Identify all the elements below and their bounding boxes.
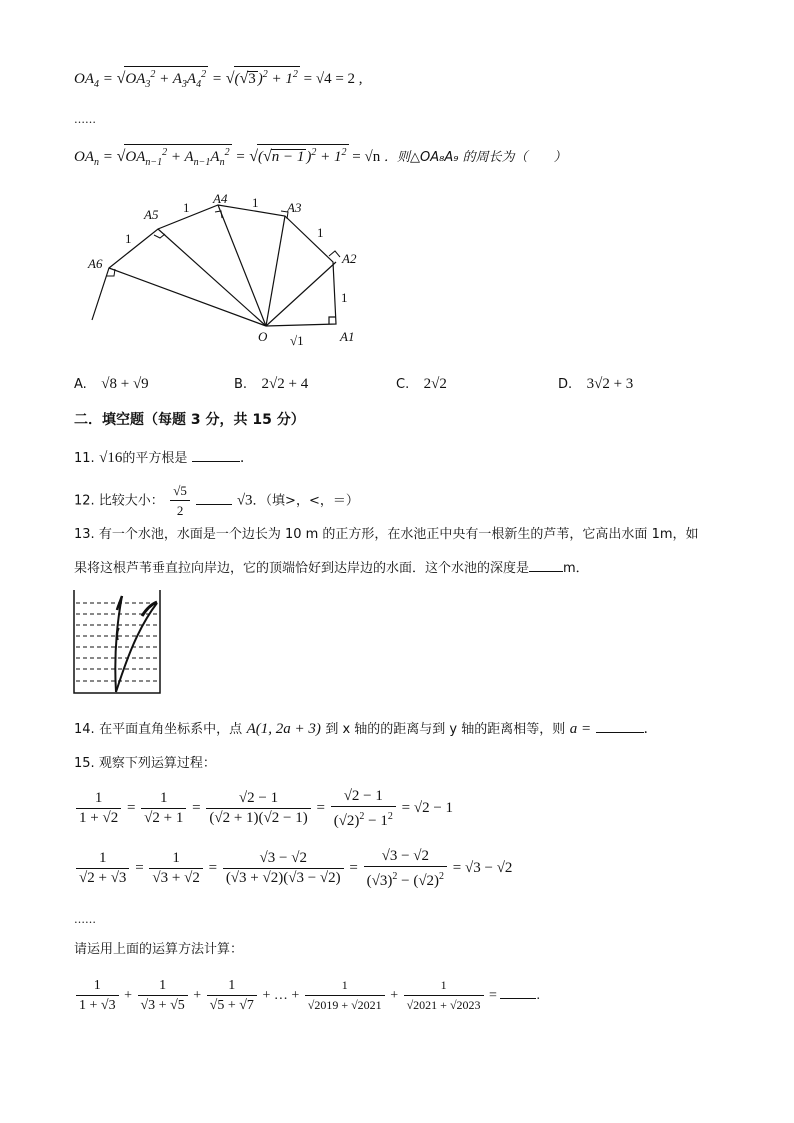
side-label-a4a5: 1 <box>183 200 190 215</box>
fraction-sqrt5-over-2: $\frac{√5}{2}$ <box>170 482 190 519</box>
label-a4: A4 <box>213 191 228 206</box>
oa4-result: = √4 = 2 , <box>303 71 363 87</box>
ray-oa2 <box>266 262 336 326</box>
side-label-a3a4: 1 <box>252 195 259 210</box>
side-label-a2a3: 1 <box>317 225 324 240</box>
option-a[interactable]: A. √8 + √9 <box>74 376 149 392</box>
ellipsis-2: …… <box>74 913 96 926</box>
answer-blank-15[interactable] <box>500 984 536 999</box>
reed-bent <box>116 603 157 692</box>
ray-oa6 <box>109 268 266 326</box>
question-14: 14. 在平面直角坐标系中，点 A(1, 2a + 3) 到 x 轴的的距离与到 y 轴的距离相等，则 a = . <box>74 718 648 740</box>
oan-result: = √n <box>352 149 381 165</box>
equation-1: $\frac{1}{1 + √2}$ = $\frac{1}{√2 + 1}$ = $\frac{√2 - 1}{(√2 + 1)(√2 - 1)}$ = $\frac{√2 - 1}{(√2)^2 - 1^2}$ = √2 − 1 <box>74 786 453 830</box>
answer-blank-13[interactable] <box>529 557 563 572</box>
label-a1: A1 <box>340 329 355 344</box>
answer-blank-14[interactable] <box>596 718 644 733</box>
right-angle-a4 <box>215 211 222 218</box>
sum-expression: $\frac{1}{1 + √3}$ + $\frac{1}{√3 + √5}$ + $\frac{1}{√5 + √7}$ + … + $\frac{1}{√2019 + √2021}$ + $\frac{1}{√2021 + √2023}$ = . <box>74 974 540 1018</box>
formula-oan: $OA_n = √OA_{n-1}^2 + A_{n-1}A_n^2 = √(√n - 1$ )$^2 + 1^2 = √n$ ．则△OA₈A₉ 的周长为（ ） <box>74 144 567 173</box>
formula-oa4: $OA_4 = √OA_3^2 + A_3A_4^2 = √(√3$ )$^2 + 1^2 = √4 = 2$ , <box>74 66 363 95</box>
right-angle-a2 <box>329 251 340 257</box>
pond-figure <box>72 588 162 696</box>
side-label-a1a2: 1 <box>341 290 348 305</box>
ray-oa5 <box>158 229 266 326</box>
ray-oa4 <box>218 205 266 326</box>
equation-2: $\frac{1}{√2 + √3}$ = $\frac{1}{√3 + √2}$ = $\frac{√3 - √2}{(√3 + √2)(√3 - √2)}$ = $\frac{√3 - √2}{(√3)^2 - (√2)^2}$ = √3 − √2 <box>74 846 512 890</box>
section-title: 二．填空题（每题 3 分，共 15 分） <box>74 412 305 428</box>
question-13-line1: 13. 有一个水池，水面是一个边长为 10 m 的正方形，在水池正中央有一根新生的芦苇，它高出水面 1m，如 <box>74 527 699 542</box>
label-a3: A3 <box>287 200 302 215</box>
base-label: √1 <box>290 333 304 348</box>
question-15-intro: 15. 观察下列运算过程： <box>74 756 216 771</box>
spiral-outline <box>92 205 336 326</box>
question-12: 12. 比较大小： $\frac{√5}{2}$ √3．（填>，<，＝） <box>74 483 359 518</box>
spiral-figure <box>80 185 380 360</box>
question-13-line2: 果将这根芦苇垂直拉向岸边，它的顶端恰好到达岸边的水面．这个水池的深度是 m． <box>74 557 589 579</box>
ellipsis-1: …… <box>74 113 96 126</box>
option-d[interactable]: D. 3√2 + 3 <box>558 376 634 392</box>
side-label-a5a6: 1 <box>125 231 132 246</box>
question-15-instruction: 请运用上面的运算方法计算： <box>74 942 244 957</box>
right-angle-a1 <box>329 317 336 324</box>
label-a2: A2 <box>342 251 357 266</box>
option-c[interactable]: C. 2√2 <box>396 376 447 392</box>
answer-blank-12[interactable] <box>196 490 232 505</box>
ray-oa3 <box>266 216 285 326</box>
label-o: O <box>258 329 268 344</box>
answer-blank-11[interactable] <box>192 447 240 462</box>
option-b[interactable]: B. 2√2 + 4 <box>234 376 309 392</box>
question-tail: ．则△OA₈A₉ 的周长为（ ） <box>383 150 567 165</box>
question-11: 11. √16的平方根是 . <box>74 447 244 469</box>
label-a5: A5 <box>144 207 159 222</box>
label-a6: A6 <box>88 256 103 271</box>
